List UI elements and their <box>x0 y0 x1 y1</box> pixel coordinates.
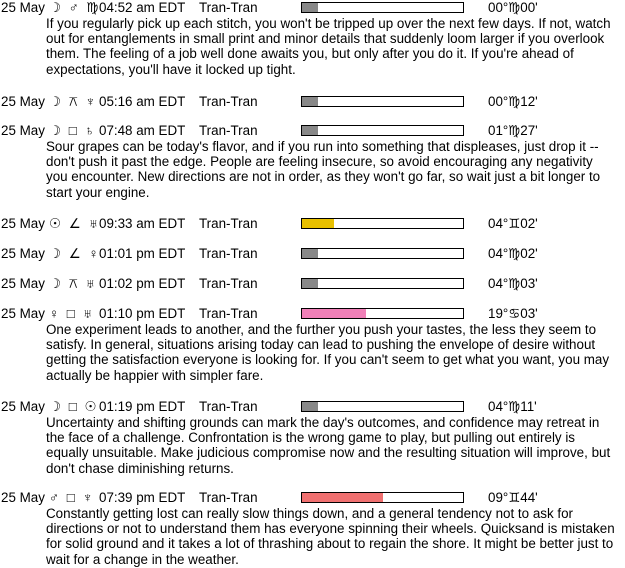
transit-type: Tran-Tran <box>199 306 258 321</box>
transit-aspect-glyphs: ☽ □ ☉ <box>49 399 99 414</box>
strength-bar <box>301 96 464 107</box>
strength-bar <box>301 278 464 289</box>
transit-header <box>0 0 625 16</box>
transit-aspect-glyphs: ♂ □ ♆ <box>49 490 95 505</box>
strength-fill <box>302 219 334 228</box>
transit-type: Tran-Tran <box>199 246 258 261</box>
transit-date: 25 May <box>1 399 45 414</box>
transit-date: 25 May <box>1 0 45 15</box>
transit-aspect-glyphs: ☽ ∠ ♀ <box>49 246 101 261</box>
transit-type: Tran-Tran <box>199 94 258 109</box>
strength-bar <box>301 248 464 259</box>
transit-type: Tran-Tran <box>199 276 258 291</box>
transit-header <box>0 276 625 292</box>
transit-type: Tran-Tran <box>199 216 258 231</box>
transit-position: 04°♍02' <box>488 246 538 261</box>
transit-aspect-glyphs: ☽ ♂ ♍ <box>49 0 101 15</box>
transit-date: 25 May <box>1 246 45 261</box>
transit-description: Constantly getting lost can really slow things down, and a general tendency not to ask for directions or not to understand them has everyone spinning their wheels. Quicksand is mistaken for solid ground and it takes a lot of thrashing about to regain the shore. It might be better just to wait for a change in the weather. <box>46 506 615 567</box>
transit-header <box>0 246 625 262</box>
transit-date: 25 May <box>1 216 45 231</box>
transit-date: 25 May <box>1 490 45 505</box>
transit-position: 09°♊44' <box>488 490 538 505</box>
transit-position: 04°♊02' <box>488 216 538 231</box>
strength-fill <box>302 402 318 411</box>
transit-type: Tran-Tran <box>199 123 258 138</box>
strength-fill <box>302 309 366 318</box>
transit-type: Tran-Tran <box>199 0 258 15</box>
strength-fill <box>302 3 318 12</box>
transit-position: 04°♍03' <box>488 276 538 291</box>
transit-aspect-glyphs: ☽ ⚻ ♆ <box>49 94 98 109</box>
transit-header <box>0 94 625 110</box>
transit-type: Tran-Tran <box>199 490 258 505</box>
transit-entry <box>0 216 625 232</box>
transit-time: 04:52 am EDT <box>99 0 186 15</box>
transit-entry <box>0 306 625 383</box>
transit-description: If you regularly pick up each stitch, you won't be tripped up over the next few days. If not, watch out for entanglements in small print and minor details that suddenly loom larger if you overlook them. The feeling of a job well done awaits you, but only after you do it. If you're ahead of expectations, you'll have it locked up tight. <box>46 16 611 77</box>
transit-description: One experiment leads to another, and the further you push your tastes, the less they seem to satisfy. In general, situations arising today can lead to pushing the envelope of desire without getting the satisfaction everyone is looking for. If you can't seem to get what you want, you may actually be happier with simpler fare. <box>46 322 610 383</box>
transit-date: 25 May <box>1 94 45 109</box>
strength-bar <box>301 401 464 412</box>
strength-fill <box>302 97 318 106</box>
strength-fill <box>302 279 318 288</box>
transit-time: 01:19 pm EDT <box>99 399 186 414</box>
transit-date: 25 May <box>1 276 45 291</box>
strength-bar <box>301 492 464 503</box>
transit-position: 04°♍11' <box>488 399 537 414</box>
transit-time: 01:02 pm EDT <box>99 276 186 291</box>
transit-time: 07:39 pm EDT <box>99 490 186 505</box>
strength-fill <box>302 249 318 258</box>
strength-bar <box>301 125 464 136</box>
transit-time: 09:33 am EDT <box>99 216 186 231</box>
transit-time: 07:48 am EDT <box>99 123 186 138</box>
transit-entry <box>0 399 625 476</box>
transit-entry <box>0 276 625 292</box>
transit-time: 05:16 am EDT <box>99 94 186 109</box>
transit-entry <box>0 123 625 200</box>
strength-bar <box>301 2 464 13</box>
transit-header <box>0 490 625 506</box>
transit-type: Tran-Tran <box>199 399 258 414</box>
transit-header <box>0 399 625 415</box>
transit-position: 19°♋03' <box>488 306 538 321</box>
transit-aspect-glyphs: ☽ ⚻ ♅ <box>49 276 98 291</box>
transit-date: 25 May <box>1 123 45 138</box>
transit-description: Uncertainty and shifting grounds can mark the day's outcomes, and confidence may retreat in the face of a challenge. Confrontation is the wrong game to play, but pulling out entirely is equally unsuitable. Make judicious compromise now and the resulting situation will improve, but don't chase diminishing returns. <box>46 415 611 476</box>
strength-fill <box>302 126 318 135</box>
strength-bar <box>301 218 464 229</box>
transit-aspect-glyphs: ☽ □ ♄ <box>49 123 97 138</box>
strength-fill <box>302 493 383 502</box>
transit-header <box>0 216 625 232</box>
transit-date: 25 May <box>1 306 45 321</box>
transit-time: 01:10 pm EDT <box>99 306 186 321</box>
transit-entry <box>0 0 625 77</box>
transit-entry <box>0 94 625 110</box>
transit-aspect-glyphs: ♀ □ ♅ <box>49 306 95 321</box>
transit-aspect-glyphs: ☉ ∠ ♅ <box>49 216 101 231</box>
transit-description: Sour grapes can be today's flavor, and if you run into something that displeases, just drop it -- don't push it past the edge. People are feeling insecure, so avoid encouraging any negativity you encounter. New directions are not in order, as they won't go far, so wait just a bit longer to start your engine. <box>46 139 601 200</box>
transit-position: 00°♍12' <box>488 94 538 109</box>
transit-entry <box>0 246 625 262</box>
transit-position: 01°♍27' <box>488 123 538 138</box>
transit-position: 00°♍00' <box>488 0 538 15</box>
transit-time: 01:01 pm EDT <box>99 246 186 261</box>
transit-header <box>0 123 625 139</box>
strength-bar <box>301 308 464 319</box>
transit-header <box>0 306 625 322</box>
transit-entry <box>0 490 625 567</box>
